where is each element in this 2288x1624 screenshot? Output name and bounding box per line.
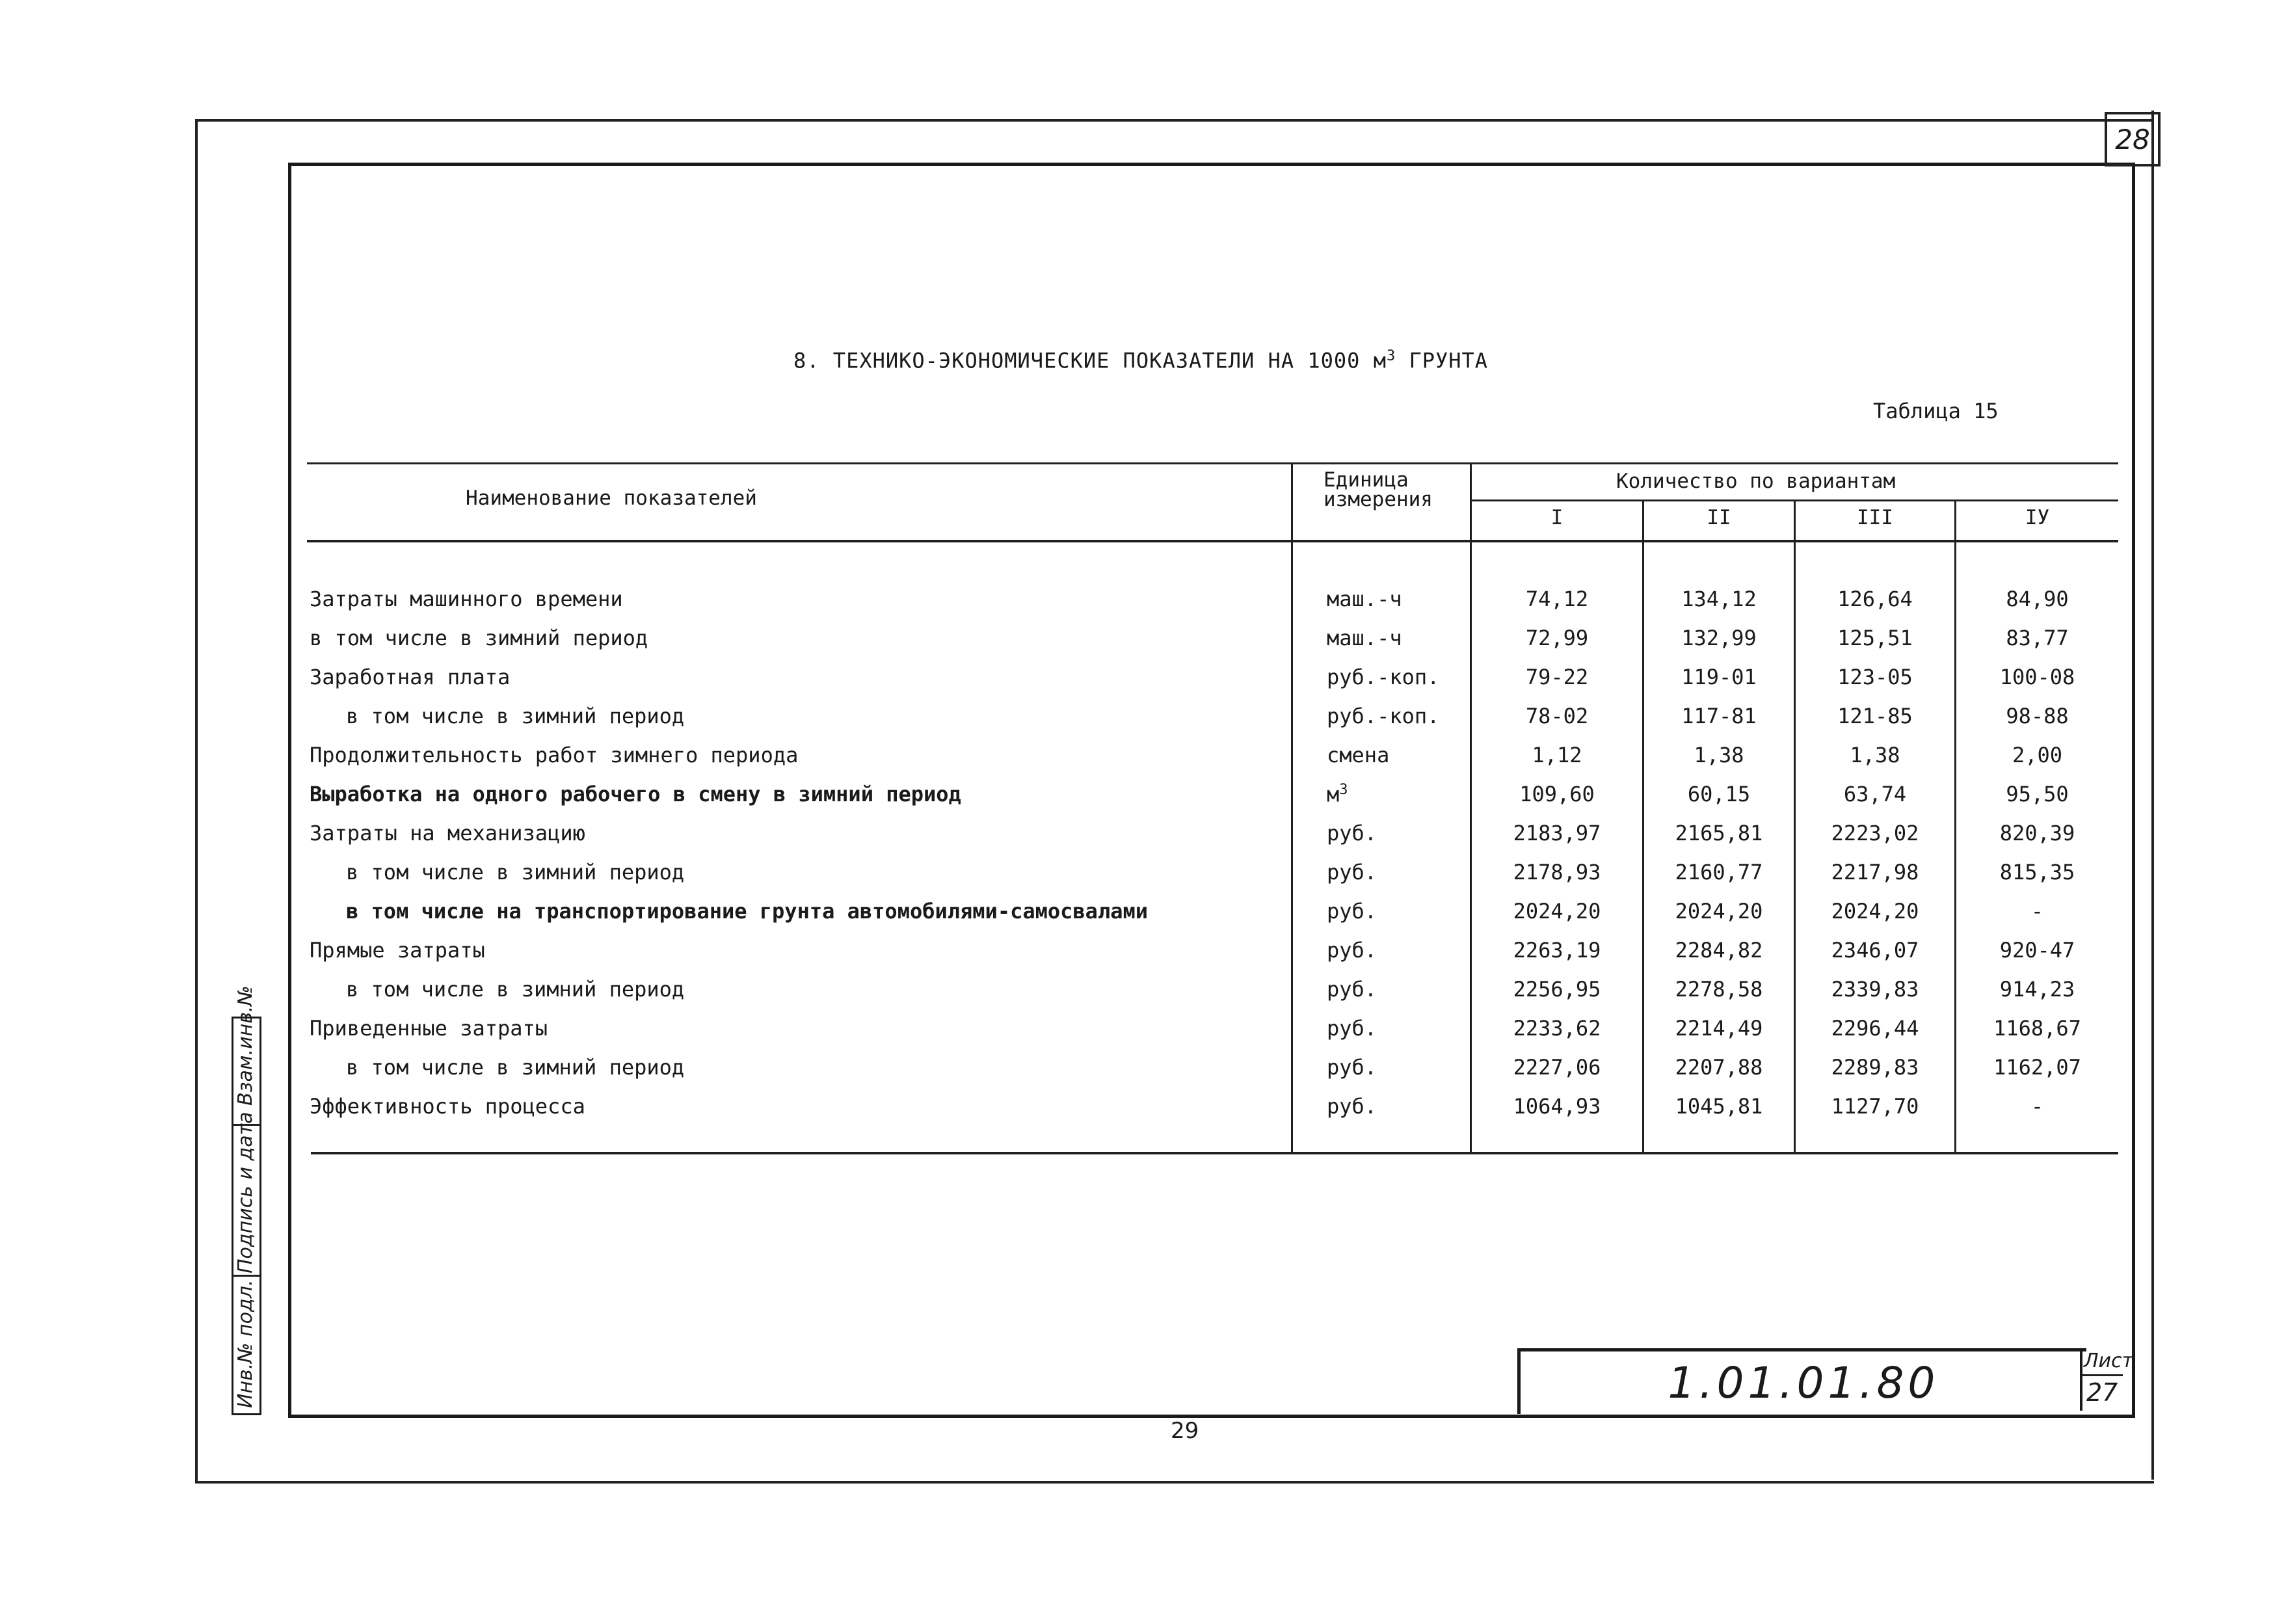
row-unit: руб.-коп. <box>1327 665 1440 689</box>
row-variant-4: 914,23 <box>1999 977 2075 1002</box>
row-variant-2: 2284,82 <box>1675 938 1763 963</box>
row-variant-1: 2256,95 <box>1513 977 1601 1002</box>
row-variant-1: 79-22 <box>1525 665 1589 689</box>
row-name: Прямые затраты <box>310 938 485 963</box>
row-variant-1: 1064,93 <box>1513 1094 1601 1119</box>
row-variant-4: 84,90 <box>2006 587 2069 611</box>
row-variant-4: 1162,07 <box>1993 1055 2081 1080</box>
row-unit: руб.-коп. <box>1327 704 1440 728</box>
sheet-box <box>2080 1348 2134 1411</box>
row-name: Эффективность процесса <box>310 1094 585 1119</box>
row-name: Затраты на механизацию <box>310 821 585 845</box>
row-variant-1: 72,99 <box>1525 626 1589 650</box>
row-variant-3: 121-85 <box>1837 704 1913 728</box>
row-variant-1: 2233,62 <box>1513 1016 1601 1041</box>
row-variant-1: 1,12 <box>1532 743 1582 767</box>
row-variant-1: 2024,20 <box>1513 899 1601 924</box>
row-variant-2: 1045,81 <box>1675 1094 1763 1119</box>
row-variant-3: 2223,02 <box>1831 821 1919 845</box>
row-unit: руб. <box>1327 860 1377 885</box>
row-variant-3: 2339,83 <box>1831 977 1919 1002</box>
row-unit: руб. <box>1327 1055 1377 1080</box>
row-variant-3: 2217,98 <box>1831 860 1919 885</box>
row-variant-4: 820,39 <box>1999 821 2075 845</box>
header-unit-line1: Единица <box>1324 468 1409 492</box>
row-variant-2: 2160,77 <box>1675 860 1763 885</box>
row-unit: руб. <box>1327 938 1377 963</box>
row-variant-1: 78-02 <box>1525 704 1589 728</box>
unit-column-divider <box>1291 462 1293 1153</box>
row-name: Заработная плата <box>310 665 511 689</box>
row-variant-2: 2165,81 <box>1675 821 1763 845</box>
row-variant-3: 2296,44 <box>1831 1016 1919 1041</box>
row-unit: смена <box>1327 743 1390 767</box>
row-variant-4: 815,35 <box>1999 860 2075 885</box>
row-variant-3: 126,64 <box>1837 587 1913 611</box>
row-variant-1: 74,12 <box>1525 587 1589 611</box>
row-variant-3: 2346,07 <box>1831 938 1919 963</box>
header-unit-line2: измерения <box>1324 488 1433 511</box>
row-name: Выработка на одного рабочего в смену в зимний период <box>310 782 961 806</box>
row-variant-2: 134,12 <box>1681 587 1757 611</box>
header-name: Наименование показателей <box>466 486 757 510</box>
row-name: в том числе в зимний период <box>346 977 685 1002</box>
row-variant-2: 119-01 <box>1681 665 1757 689</box>
row-variant-1: 109,60 <box>1519 782 1595 806</box>
outer-frame-right-edge <box>2151 111 2154 1480</box>
row-name: в том числе в зимний период <box>346 860 685 885</box>
table-top-rule <box>307 462 2118 464</box>
row-variant-2: 2214,49 <box>1675 1016 1763 1041</box>
row-name: Затраты машинного времени <box>310 587 623 611</box>
title-prefix: 8. ТЕХНИКО-ЭКОНОМИЧЕСКИЕ ПОКАЗАТЕЛИ НА 1000 м <box>793 348 1387 373</box>
row-unit: маш.-ч <box>1327 626 1402 650</box>
top-right-page-number: 28 <box>2105 112 2161 166</box>
row-name: Продолжительность работ зимнего периода <box>310 743 799 767</box>
row-variant-3: 63,74 <box>1843 782 1907 806</box>
row-variant-3: 123-05 <box>1837 665 1913 689</box>
title-superscript: 3 <box>1386 348 1396 364</box>
table-caption: Таблица 15 <box>1873 399 1999 423</box>
row-variant-1: 2183,97 <box>1513 821 1601 845</box>
row-variant-1: 2227,06 <box>1513 1055 1601 1080</box>
header-variant-1: I <box>1550 506 1563 529</box>
row-variant-2: 132,99 <box>1681 626 1757 650</box>
row-variant-3: 125,51 <box>1837 626 1913 650</box>
sheet-number: 27 <box>2086 1378 2118 1407</box>
row-name: Приведенные затраты <box>310 1016 548 1041</box>
row-variant-1: 2178,93 <box>1513 860 1601 885</box>
row-variant-4: 95,50 <box>2006 782 2069 806</box>
document-code: 1.01.01.80 <box>1517 1348 2086 1414</box>
header-variant-2: II <box>1707 506 1731 529</box>
bottom-page-number: 29 <box>1171 1418 1199 1444</box>
sheet-label: Лист <box>2084 1350 2134 1372</box>
row-name: в том числе в зимний период <box>346 704 685 728</box>
row-variant-4: 920-47 <box>1999 938 2075 963</box>
row-name: в том числе в зимний период <box>346 1055 685 1080</box>
row-variant-4: 98-88 <box>2006 704 2069 728</box>
row-variant-4: 100-08 <box>1999 665 2075 689</box>
row-variant-3: 2024,20 <box>1831 899 1919 924</box>
row-unit: маш.-ч <box>1327 587 1402 611</box>
sheet-box-divider <box>2082 1374 2123 1376</box>
page-title <box>793 348 1488 373</box>
row-unit: руб. <box>1327 977 1377 1002</box>
row-variant-4: 83,77 <box>2006 626 2069 650</box>
row-variant-4: 2,00 <box>2012 743 2063 767</box>
row-unit: $м^3$ <box>1327 782 1348 807</box>
row-name: в том числе на транспортирование грунта автомобилями-самосвалами <box>346 899 1148 924</box>
row-unit: руб. <box>1327 1094 1377 1119</box>
row-unit: руб. <box>1327 899 1377 924</box>
header-variants: Количество по вариантам <box>1616 470 1896 493</box>
row-variant-2: 2207,88 <box>1675 1055 1763 1080</box>
row-variant-2: 2278,58 <box>1675 977 1763 1002</box>
side-strip-text: Инв.№ подл. Подпись и дата Взам.инв.№ <box>234 985 257 1408</box>
row-name: в том числе в зимний период <box>310 626 648 650</box>
row-variant-4: - <box>2030 899 2044 924</box>
variant-1-divider <box>1470 462 1472 1153</box>
header-bottom-rule <box>307 540 2118 542</box>
header-variant-3: III <box>1857 506 1893 529</box>
row-variant-1: 2263,19 <box>1513 938 1601 963</box>
row-variant-2: 2024,20 <box>1675 899 1763 924</box>
row-variant-2: 60,15 <box>1687 782 1751 806</box>
table-bottom-rule <box>311 1152 2118 1154</box>
row-unit: руб. <box>1327 821 1377 845</box>
row-variant-3: 2289,83 <box>1831 1055 1919 1080</box>
row-variant-4: - <box>2030 1094 2044 1119</box>
title-suffix: ГРУНТА <box>1396 348 1489 373</box>
row-variant-4: 1168,67 <box>1993 1016 2081 1041</box>
row-variant-3: 1,38 <box>1850 743 1900 767</box>
row-variant-2: 117-81 <box>1681 704 1757 728</box>
row-unit: руб. <box>1327 1016 1377 1041</box>
row-variant-3: 1127,70 <box>1831 1094 1919 1119</box>
header-variant-4: IУ <box>2025 506 2050 529</box>
row-variant-2: 1,38 <box>1694 743 1744 767</box>
